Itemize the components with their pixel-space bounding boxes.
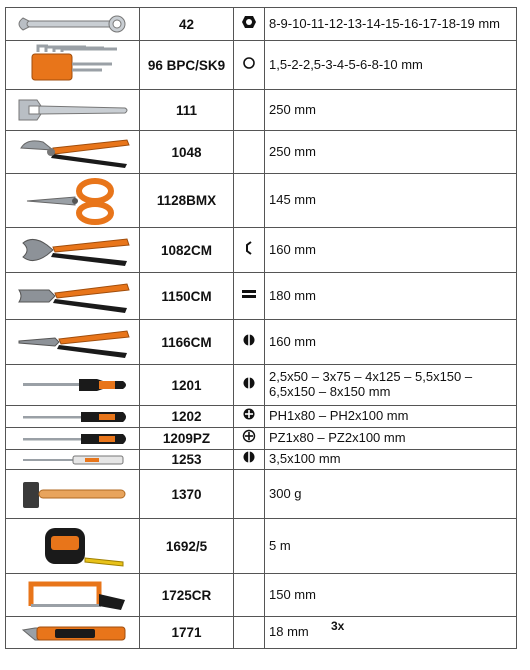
- phillips-screwdriver-image: [15, 409, 131, 425]
- circle-icon: [242, 56, 256, 70]
- hex-key-set-image: [18, 44, 128, 86]
- spec-text: 160 mm: [265, 320, 517, 365]
- product-code: 1370: [140, 470, 234, 519]
- spec-text: 18 mm: [269, 624, 309, 640]
- product-code: 1202: [140, 406, 234, 428]
- side-cutter-icon: [244, 241, 254, 255]
- product-code: 1082CM: [140, 228, 234, 273]
- product-code: 1201: [140, 365, 234, 406]
- spec-text: 250 mm: [265, 131, 517, 174]
- tool-image-cell: [6, 519, 140, 574]
- slotted-screwdriver-image: [15, 370, 131, 400]
- tool-image-cell: [6, 320, 140, 365]
- symbol-cell: [234, 174, 265, 228]
- slotted-screw-icon: [242, 376, 256, 390]
- product-code: 1692/5: [140, 519, 234, 574]
- tool-image-cell: [6, 131, 140, 174]
- pozidriv-screw-icon: [242, 429, 256, 443]
- phillips-screw-icon: [242, 407, 256, 421]
- symbol-cell: [234, 470, 265, 519]
- table-row: [6, 90, 517, 131]
- electrician-scissors-image: [23, 177, 123, 225]
- tool-image-cell: [6, 617, 140, 649]
- hammer-image: [15, 474, 131, 514]
- quantity-label: 3x: [331, 619, 345, 633]
- table-row: [6, 8, 517, 41]
- tool-image-cell: [6, 406, 140, 428]
- symbol-cell: [234, 90, 265, 131]
- table-row: [6, 406, 517, 428]
- spec-text: 145 mm: [265, 174, 517, 228]
- table-row: [6, 228, 517, 273]
- combination-pliers-image: [15, 276, 131, 316]
- symbol-cell: [234, 617, 265, 649]
- flat-jaw-icon: [241, 288, 257, 300]
- symbol-cell: [234, 8, 265, 41]
- product-code: 1209PZ: [140, 428, 234, 450]
- product-code: 1771: [140, 617, 234, 649]
- spec-text: 2,5x50 – 3x75 – 4x125 – 5,5x150 – 6,5x150 – 8x150 mm: [265, 365, 517, 406]
- spec-text: 5 m: [265, 519, 517, 574]
- product-code: 111: [140, 90, 234, 131]
- product-code: 1150CM: [140, 273, 234, 320]
- symbol-cell: [234, 519, 265, 574]
- tool-image-cell: [6, 365, 140, 406]
- product-code: 1725CR: [140, 574, 234, 617]
- tool-image-cell: [6, 470, 140, 519]
- spec-text: 250 mm: [265, 90, 517, 131]
- symbol-cell: [234, 273, 265, 320]
- symbol-cell: [234, 428, 265, 450]
- spec-text: PH1x80 – PH2x100 mm: [265, 406, 517, 428]
- table-row: [6, 450, 517, 470]
- product-code: 1253: [140, 450, 234, 470]
- product-code: 1166CM: [140, 320, 234, 365]
- symbol-cell: [234, 450, 265, 470]
- spec-text: 300 g: [265, 470, 517, 519]
- product-code: 96 BPC/SK9: [140, 41, 234, 90]
- table-row: [6, 617, 517, 649]
- product-code: 1128BMX: [140, 174, 234, 228]
- symbol-cell: [234, 365, 265, 406]
- spec-text: 8-9-10-11-12-13-14-15-16-17-18-19 mm: [265, 8, 517, 41]
- tool-image-cell: [6, 450, 140, 470]
- tool-image-cell: [6, 574, 140, 617]
- diagonal-cutting-pliers-image: [15, 231, 131, 269]
- hex-nut-icon: [241, 15, 257, 29]
- table-row: [6, 365, 517, 406]
- table-row: [6, 470, 517, 519]
- spec-text: 1,5-2-2,5-3-4-5-6-8-10 mm: [265, 41, 517, 90]
- symbol-cell: [234, 131, 265, 174]
- spec-text: 150 mm: [265, 574, 517, 617]
- adjustable-wrench-image: [15, 94, 131, 126]
- tool-image-cell: [6, 273, 140, 320]
- slotted-screw-icon: [242, 450, 256, 464]
- tool-image-cell: [6, 90, 140, 131]
- tape-measure-image: [15, 522, 131, 570]
- groove-joint-pliers-image: [15, 134, 131, 170]
- table-row: [6, 131, 517, 174]
- tool-image-cell: [6, 228, 140, 273]
- symbol-cell: [234, 320, 265, 365]
- pozidriv-screwdriver-image: [15, 431, 131, 447]
- spec-text: 180 mm: [265, 273, 517, 320]
- spec-text: PZ1x80 – PZ2x100 mm: [265, 428, 517, 450]
- mini-hacksaw-image: [15, 576, 131, 614]
- symbol-cell: [234, 406, 265, 428]
- half-round-icon: [242, 333, 256, 347]
- table-row: [6, 320, 517, 365]
- table-row: [6, 273, 517, 320]
- table-row: [6, 519, 517, 574]
- product-code: 1048: [140, 131, 234, 174]
- tool-image-cell: [6, 41, 140, 90]
- voltage-tester-screwdriver-image: [15, 453, 131, 467]
- symbol-cell: [234, 228, 265, 273]
- table-row: [6, 428, 517, 450]
- table-row: [6, 41, 517, 90]
- tool-image-cell: [6, 174, 140, 228]
- utility-knife-image: [15, 620, 131, 646]
- symbol-cell: [234, 41, 265, 90]
- spec-text: 160 mm: [265, 228, 517, 273]
- tool-catalog-table: [5, 7, 517, 649]
- table-row: [6, 174, 517, 228]
- tool-image-cell: [6, 8, 140, 41]
- tool-image-cell: [6, 428, 140, 450]
- spec-text: 3,5x100 mm: [265, 450, 517, 470]
- table-row: [6, 574, 517, 617]
- symbol-cell: [234, 574, 265, 617]
- product-code: 42: [140, 8, 234, 41]
- long-nose-pliers-image: [15, 323, 131, 361]
- spec-cell: [265, 617, 517, 649]
- combination-wrench-image: [13, 11, 133, 37]
